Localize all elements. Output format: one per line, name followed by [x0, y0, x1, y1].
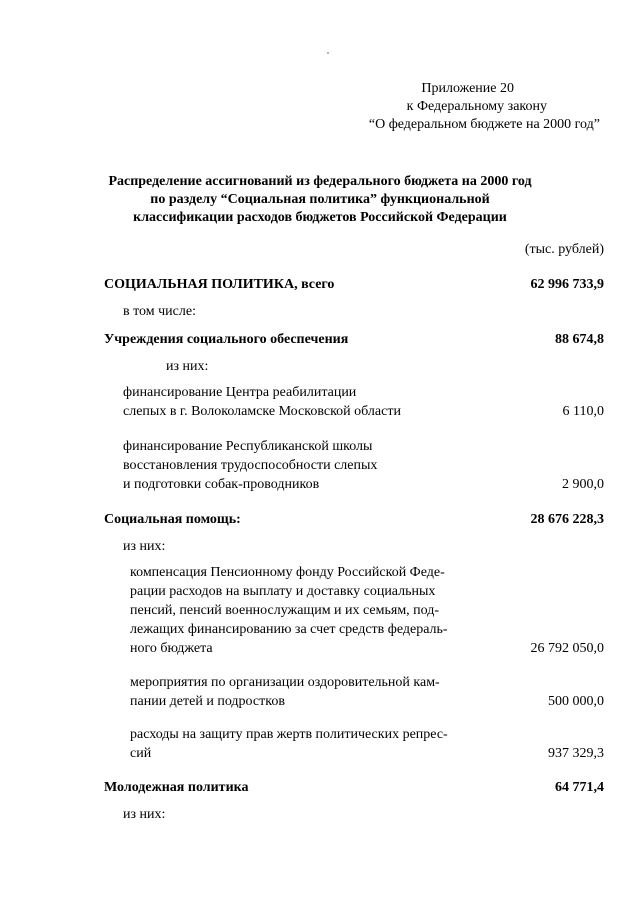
row-label-line: сий — [130, 746, 152, 761]
row-value: 62 996 733,9 — [530, 277, 604, 292]
row-label-line: и подготовки собак-проводников — [123, 477, 320, 492]
units-note: (тыс. рублей) — [524, 242, 604, 257]
row-label-line: лежащих финансированию за счет средств федераль- — [130, 622, 448, 637]
row-label: из них: — [166, 359, 209, 374]
row-value: 500 000,0 — [548, 694, 604, 709]
scan-speck — [327, 52, 329, 54]
row-label-line: финансирование Центра реабилитации — [123, 385, 357, 400]
row-value: 88 674,8 — [555, 332, 604, 347]
row-value: 937 329,3 — [548, 746, 604, 761]
row-label-line: пенсий, пенсий военнослужащим и их семьям, под- — [130, 603, 440, 618]
appendix-law-title: “О федеральном бюджете на 2000 год” — [368, 117, 600, 132]
row-label-line: рации расходов на выплату и доставку социальных — [130, 584, 436, 599]
appendix-header — [260, 80, 600, 134]
title-line-1: Распределение ассигнований из федерального бюджета на 2000 год — [108, 174, 532, 189]
row-label-line: мероприятия по организации оздоровительной кам- — [130, 675, 440, 690]
row-label: из них: — [123, 807, 166, 822]
row-label-line: финансирование Республиканской школы — [123, 439, 373, 454]
row-value: 64 771,4 — [555, 780, 604, 795]
row-label-line: ного бюджета — [130, 641, 213, 656]
row-label: СОЦИАЛЬНАЯ ПОЛИТИКА, всего — [104, 277, 335, 292]
row-label: в том числе: — [123, 304, 196, 319]
row-value: 26 792 050,0 — [530, 641, 604, 656]
row-label-line: восстановления трудоспособности слепых — [123, 458, 378, 473]
row-label: Молодежная политика — [104, 780, 249, 795]
row-label-line: расходы на защиту прав жертв политических репрес- — [130, 727, 448, 742]
document-title — [60, 173, 580, 227]
appendix-law-ref: к Федеральному закону — [406, 99, 547, 114]
title-line-3: классификации расходов бюджетов Российской Федерации — [133, 210, 507, 225]
row-label-line: слепых в г. Волоколамске Московской области — [123, 404, 401, 419]
row-label-line: компенсация Пенсионному фонду Российской Феде- — [130, 565, 445, 580]
row-value: 28 676 228,3 — [530, 512, 604, 527]
row-value: 2 900,0 — [562, 477, 604, 492]
row-label: Социальная помощь: — [104, 512, 241, 527]
row-label-line: пании детей и подростков — [130, 694, 285, 709]
title-line-2: по разделу “Социальная политика” функциональной — [150, 192, 490, 207]
row-value: 6 110,0 — [562, 404, 604, 419]
row-label: Учреждения социального обеспечения — [104, 332, 349, 347]
appendix-number: Приложение 20 — [421, 81, 514, 96]
row-label: из них: — [123, 539, 166, 554]
